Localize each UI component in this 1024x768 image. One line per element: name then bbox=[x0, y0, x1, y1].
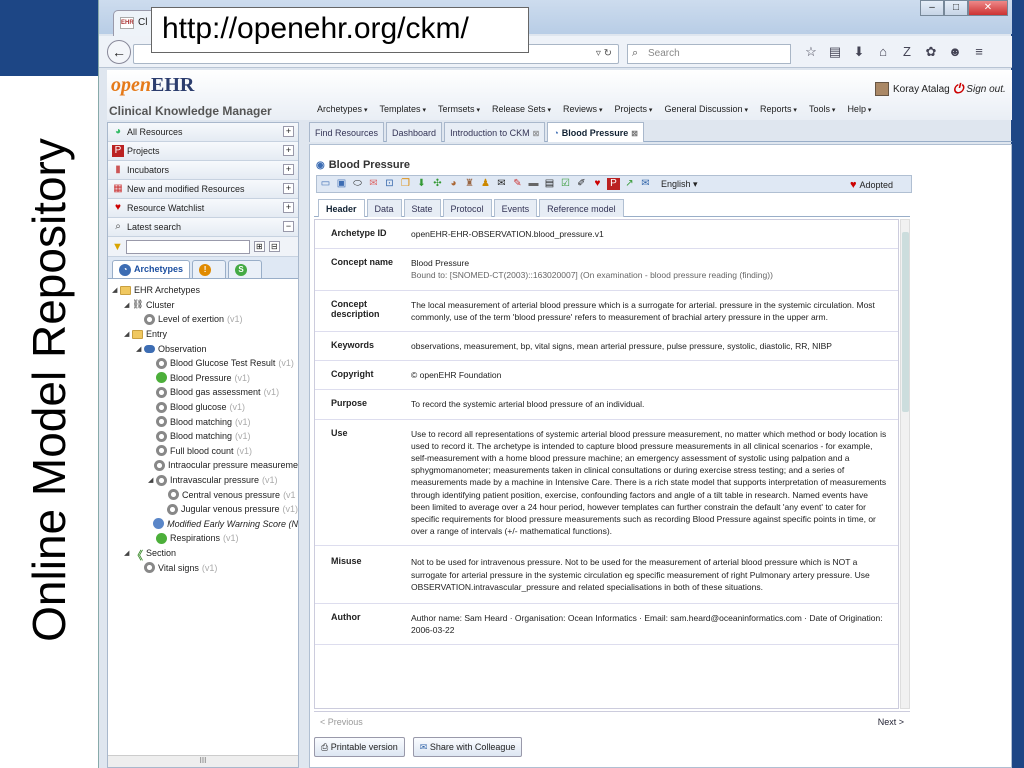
tree-node-label: Intravascular pressure bbox=[170, 475, 260, 486]
printer-icon: ⎙ bbox=[321, 742, 329, 752]
archetype-toolbar bbox=[316, 175, 912, 193]
share-label: Share with Colleague bbox=[429, 742, 516, 752]
notes-icon[interactable]: ✐ bbox=[577, 178, 586, 189]
openehr-logo bbox=[111, 74, 194, 97]
header-row bbox=[315, 546, 898, 604]
accordion-new-and-modified-resources[interactable] bbox=[108, 180, 298, 199]
header-row-value-text: The local measurement of arterial blood pressure which is a surrogate for arterial. pressure in the systemic circulation. Most commonly, use of the term 'blood pressure' refers to measurement of brachial artery pressure in the upper arm. bbox=[411, 299, 875, 322]
tree-node-label: Blood matching bbox=[170, 416, 233, 427]
tree-node-version: (v1) bbox=[229, 402, 246, 413]
draft-archetype-icon bbox=[153, 518, 164, 529]
expand-all-button[interactable]: ⊞ bbox=[254, 241, 265, 252]
observation-eye-icon bbox=[144, 345, 155, 353]
section-tab-protocol[interactable]: Protocol bbox=[443, 199, 492, 217]
projects-icon: P bbox=[112, 145, 124, 157]
tree-node[interactable] bbox=[108, 312, 298, 327]
accordion-label: New and modified Resources bbox=[127, 184, 245, 194]
header-row bbox=[315, 332, 898, 361]
folder-icon bbox=[120, 286, 131, 295]
header-row-key: Use bbox=[331, 427, 348, 438]
menu-item-reports[interactable]: Reports ▾ bbox=[760, 104, 797, 114]
tree-node[interactable] bbox=[108, 502, 298, 517]
tree-node[interactable] bbox=[108, 385, 298, 400]
close-window-button[interactable]: ✕ bbox=[968, 0, 1008, 16]
sign-out-link[interactable] bbox=[953, 81, 1006, 97]
printable-label: Printable version bbox=[330, 742, 398, 752]
download-icon[interactable]: ⬇ bbox=[417, 178, 426, 189]
logo-open-text: open bbox=[111, 74, 151, 96]
tree-node-label: Jugular venous pressure bbox=[180, 504, 280, 515]
accordion-resource-watchlist[interactable] bbox=[108, 199, 298, 218]
tree-node-label: Intraocular pressure measureme bbox=[167, 460, 298, 471]
close-tab-icon[interactable]: ⊠ bbox=[631, 129, 638, 138]
header-row-key: Copyright bbox=[331, 369, 374, 380]
browser-tab-title: Cl bbox=[138, 17, 148, 28]
left-tab-0[interactable] bbox=[112, 260, 190, 278]
calendar-icon: ▦ bbox=[113, 183, 123, 194]
tree-node-label: Entry bbox=[146, 329, 168, 340]
translate-icon[interactable]: ↗ bbox=[625, 178, 634, 189]
avatar bbox=[875, 82, 889, 96]
header-row-key: Keywords bbox=[331, 340, 375, 351]
archetype-tree bbox=[108, 279, 298, 575]
header-row-value-text: Author name: Sam Heard · Organisation: Ocean Informatics · Email: sam.heard@oceaninformatics.com · Date of Origination: 2006-03-22 bbox=[411, 613, 883, 636]
project-icon[interactable]: P bbox=[607, 178, 620, 190]
tree-node-version: (v1) bbox=[235, 416, 251, 427]
checklist-icon[interactable]: ☑ bbox=[561, 178, 570, 189]
archetype-section-tabs bbox=[314, 197, 910, 217]
archetype-icon bbox=[168, 489, 179, 500]
header-row-key: Concept name bbox=[331, 257, 394, 268]
header-row-value bbox=[411, 428, 898, 538]
header-row-key: Misuse bbox=[331, 556, 362, 567]
archetype-icon bbox=[156, 387, 167, 398]
slide-vertical-title: Online Model Repository bbox=[23, 138, 75, 642]
share-button[interactable] bbox=[413, 737, 523, 757]
window-controls bbox=[920, 0, 1008, 18]
accordion-label: Incubators bbox=[127, 165, 170, 175]
tree-node-label: Section bbox=[146, 547, 177, 558]
tree-node-label: Cluster bbox=[146, 299, 175, 310]
section-tab-header[interactable]: Header bbox=[318, 199, 365, 217]
menu-item-reviews[interactable]: Reviews ▾ bbox=[563, 104, 602, 114]
left-tab-2[interactable] bbox=[228, 260, 262, 278]
collapse-all-button[interactable]: ⊟ bbox=[269, 241, 280, 252]
menu-item-projects[interactable]: Projects ▾ bbox=[614, 104, 652, 114]
bookmark-star-icon[interactable]: ☆ bbox=[805, 44, 817, 59]
menu-item-general-discussion[interactable]: General Discussion ▾ bbox=[664, 104, 748, 114]
menu-item-templates[interactable]: Templates ▾ bbox=[380, 104, 427, 114]
app-header bbox=[107, 70, 1012, 120]
user-name: Koray Atalag bbox=[893, 83, 950, 95]
header-row-value-text: © openEHR Foundation bbox=[411, 370, 502, 381]
menu-item-release-sets[interactable]: Release Sets ▾ bbox=[492, 104, 551, 114]
menu-icon[interactable]: ≡ bbox=[975, 44, 983, 59]
archetype-icon bbox=[144, 314, 155, 325]
section-tab-events[interactable]: Events bbox=[494, 199, 538, 217]
sign-out-label: Sign out. bbox=[966, 83, 1006, 95]
tree-node-version: (v1) bbox=[235, 431, 251, 442]
scrollbar-thumb[interactable] bbox=[902, 232, 909, 412]
templates-icon: ! bbox=[199, 264, 211, 276]
tree-node[interactable] bbox=[108, 531, 298, 546]
display-icon[interactable]: ▣ bbox=[336, 178, 347, 189]
bottom-buttons bbox=[314, 737, 522, 757]
slide-right-edge bbox=[1011, 0, 1024, 768]
tree-toggle-icon[interactable]: ◢ bbox=[112, 287, 118, 295]
tree-node[interactable] bbox=[108, 400, 298, 415]
tree-node-label: Modified Early Warning Score (N bbox=[167, 518, 298, 529]
download-icon[interactable]: ⬇ bbox=[853, 44, 865, 59]
tree-node[interactable] bbox=[108, 517, 298, 532]
section-tab-data[interactable]: Data bbox=[367, 199, 402, 217]
stats-icon[interactable]: ◕ bbox=[450, 178, 457, 189]
tree-node[interactable] bbox=[108, 473, 298, 488]
export-icon[interactable]: ❐ bbox=[401, 178, 410, 189]
menu-item-archetypes[interactable]: Archetypes ▾ bbox=[317, 104, 368, 114]
accordion-toggle[interactable]: + bbox=[283, 126, 294, 137]
published-check-icon bbox=[156, 372, 167, 383]
tree-toggle-icon[interactable]: ◢ bbox=[124, 331, 130, 339]
horizontal-scrollbar[interactable]: III bbox=[108, 755, 298, 767]
accordion-toggle[interactable]: + bbox=[283, 164, 294, 175]
tree-node-version: (v1) bbox=[282, 504, 298, 515]
header-row-value-text: Blood Pressure bbox=[411, 258, 470, 269]
header-row-value bbox=[411, 299, 898, 323]
tree-node-version: (v1 bbox=[283, 489, 296, 500]
accordion-toggle[interactable]: + bbox=[283, 202, 294, 213]
language-label: English bbox=[661, 178, 691, 189]
filter-input[interactable] bbox=[126, 240, 250, 254]
archetypes-icon: ◔ bbox=[119, 264, 131, 276]
tree-node[interactable] bbox=[108, 327, 298, 342]
main-tab-dashboard[interactable] bbox=[386, 122, 442, 142]
vertical-scrollbar[interactable] bbox=[900, 219, 910, 709]
header-row-key: Purpose bbox=[331, 398, 368, 409]
archetype-icon bbox=[156, 431, 167, 442]
url-callout: http://openehr.org/ckm/ bbox=[151, 7, 529, 53]
header-row bbox=[315, 291, 898, 332]
accordion-toggle[interactable]: + bbox=[283, 145, 294, 156]
minimize-button[interactable]: – bbox=[920, 0, 944, 16]
archetype-icon bbox=[156, 402, 167, 413]
extension-icon[interactable]: ✿ bbox=[925, 44, 937, 59]
logo-ehr-text: EHR bbox=[151, 74, 195, 96]
watchlist-heart-icon[interactable]: ♥ bbox=[594, 178, 601, 189]
observation-eye-icon: ◉ bbox=[316, 159, 325, 171]
tree-node-version: (v1) bbox=[278, 358, 294, 369]
header-row-value bbox=[411, 340, 898, 352]
ehr-favicon-icon: EHR bbox=[120, 17, 134, 29]
tree-node-label: Blood Glucose Test Result bbox=[170, 358, 276, 369]
tree-node[interactable] bbox=[108, 283, 298, 298]
accordion-label: Resource Watchlist bbox=[127, 203, 205, 213]
comment-icon[interactable]: ▬ bbox=[528, 178, 539, 189]
browser-toolbar-icons bbox=[799, 44, 991, 60]
archetype-icon: ◔ bbox=[553, 128, 559, 138]
tree-node-label: Observation bbox=[158, 343, 207, 354]
accordion bbox=[108, 123, 298, 237]
archetype-icon bbox=[156, 445, 167, 456]
app-subtitle: Clinical Knowledge Manager bbox=[109, 104, 272, 118]
view-icon[interactable]: ▭ bbox=[320, 178, 331, 189]
history-icon[interactable]: ♜ bbox=[465, 178, 474, 189]
main-tab-label: Dashboard bbox=[392, 128, 437, 138]
tree-node[interactable] bbox=[108, 298, 298, 313]
email-icon[interactable]: ✉ bbox=[641, 178, 650, 189]
tree-node-label: Respirations bbox=[170, 533, 221, 544]
pager bbox=[314, 711, 910, 731]
tree-node-version: (v1) bbox=[234, 372, 251, 383]
slide-corner-decoration bbox=[0, 0, 98, 76]
menu-item-tools[interactable]: Tools ▾ bbox=[809, 104, 835, 114]
heart-icon: ♥ bbox=[850, 179, 857, 191]
header-row-value bbox=[411, 228, 898, 240]
tree-toggle-icon[interactable]: ◢ bbox=[124, 549, 130, 557]
header-row bbox=[315, 220, 898, 249]
header-row bbox=[315, 420, 898, 547]
main-area bbox=[309, 122, 1012, 768]
resource-type-tabs bbox=[108, 257, 298, 279]
tree-node[interactable] bbox=[108, 546, 298, 561]
tree-node-version: (v1) bbox=[227, 314, 243, 325]
adl-icon[interactable]: ⊡ bbox=[385, 178, 394, 189]
header-row-value bbox=[411, 556, 898, 593]
search-placeholder: Search bbox=[648, 48, 680, 59]
tree-node[interactable] bbox=[108, 356, 298, 371]
tree-node-label: Blood glucose bbox=[170, 402, 227, 413]
main-tab-label: Blood Pressure bbox=[561, 128, 629, 138]
published-check-icon bbox=[156, 533, 167, 544]
folder-icon bbox=[132, 330, 143, 339]
tree-toggle-icon[interactable]: ◢ bbox=[136, 345, 142, 353]
accordion-toggle[interactable]: − bbox=[283, 221, 294, 232]
tree-node-label: Full blood count bbox=[170, 445, 234, 456]
left-tab-1[interactable] bbox=[192, 260, 226, 278]
accordion-all-resources[interactable] bbox=[108, 123, 298, 142]
archetype-icon bbox=[154, 460, 165, 471]
main-tab-find-resources[interactable] bbox=[309, 122, 384, 142]
tree-node-label: Blood gas assessment bbox=[170, 387, 261, 398]
edit-icon[interactable]: ▤ bbox=[544, 178, 555, 189]
tree-node-label: EHR Archetypes bbox=[134, 285, 201, 296]
tree-node[interactable] bbox=[108, 487, 298, 502]
section-tab-state[interactable]: State bbox=[404, 199, 441, 217]
search-icon: ⌕ bbox=[115, 221, 121, 232]
home-icon[interactable]: ⌂ bbox=[879, 44, 887, 59]
section-tab-reference-model[interactable]: Reference model bbox=[539, 199, 624, 217]
back-button[interactable] bbox=[107, 40, 131, 64]
accordion-latest-search[interactable] bbox=[108, 218, 298, 237]
zotero-icon[interactable]: Z bbox=[903, 44, 911, 59]
header-row-value bbox=[411, 398, 898, 410]
browser-window bbox=[98, 0, 1011, 768]
accordion-label: All Resources bbox=[127, 127, 183, 137]
tree-toggle-icon[interactable]: ◢ bbox=[124, 301, 130, 309]
tree-toggle-icon[interactable]: ◢ bbox=[148, 477, 154, 485]
previous-button[interactable]: < Previous bbox=[320, 716, 363, 727]
header-row-value-text: Use to record all representations of systemic arterial blood pressure measurement, no matter which method or body location is used to record it. The archetype is intended to capture blood pressure measurements in all clinical scenarios - for example, self-measurement with a home blood pressure machine; an emergency assessment of systolic using palpation and a sphygmomanometer; measurements taken in clinical consultations or during exercise stress testing; and a series of measurements made by a machine in Intensive Care. There is a rich state model that supports interpretation of measurements through identifying patient position, exercise, confounding factors and angle of a tilt table in research. Named events have been limited to average over a 24 hour period, however templates can further constrain the default 'any event' to cater for specific requirements for blood pressure measurements such as recording Blood Pressure against specific points in time, or over a range of intervals (+/- mathematical functions). bbox=[411, 428, 887, 537]
accordion-projects[interactable] bbox=[108, 142, 298, 161]
archetype-icon bbox=[156, 416, 167, 427]
header-row-value-text: To record the systemic arterial blood pressure of an individual. bbox=[411, 399, 645, 410]
envelope-icon: ✉ bbox=[419, 742, 428, 752]
archetype-icon bbox=[156, 475, 167, 486]
maximize-button[interactable]: □ bbox=[944, 0, 968, 16]
main-tab-label: Find Resources bbox=[315, 128, 379, 138]
tree-node[interactable] bbox=[108, 341, 298, 356]
globe-icon: ◕ bbox=[114, 126, 122, 137]
main-menu bbox=[317, 104, 871, 114]
main-tab-introduction-to-ckm[interactable] bbox=[444, 122, 545, 142]
header-row-binding: Bound to: [SNOMED-CT(2003)::163020007] (On examination - blood pressure reading (finding)) bbox=[411, 270, 773, 281]
tree-icon[interactable]: ✣ bbox=[433, 178, 442, 189]
accordion-label: Projects bbox=[127, 146, 160, 156]
left-tab-label: Archetypes bbox=[134, 264, 184, 274]
header-row-value bbox=[411, 257, 898, 281]
tree-node-version: (v1) bbox=[201, 562, 218, 573]
printable-version-button[interactable] bbox=[314, 737, 405, 757]
adopted-status bbox=[850, 179, 893, 191]
tree-node[interactable] bbox=[108, 560, 298, 575]
accordion-label: Latest search bbox=[127, 222, 182, 232]
termsets-icon: S bbox=[235, 264, 247, 276]
tree-node-label: Central venous pressure bbox=[182, 489, 281, 500]
header-row-value-text: openEHR-EHR-OBSERVATION.blood_pressure.v1 bbox=[411, 229, 604, 239]
tree-node-label: Blood Pressure bbox=[170, 372, 232, 383]
mail-icon[interactable]: ✉ bbox=[497, 178, 506, 189]
heart-icon: ♥ bbox=[115, 202, 121, 213]
header-row-value-text: observations, measurement, bp, vital signs, mean arterial pressure, pulse pressure, systolic, diastolic, RR, NIBP bbox=[411, 341, 832, 352]
header-row-key: Archetype ID bbox=[331, 228, 387, 238]
tree-node-label: Level of exertion bbox=[158, 314, 225, 325]
header-row-key: Author bbox=[331, 612, 361, 623]
archetype-title-text: Blood Pressure bbox=[328, 159, 411, 171]
tree-node-version: (v1) bbox=[262, 475, 278, 486]
discussion-icon[interactable]: ✎ bbox=[513, 178, 522, 189]
tree-node-label: Blood matching bbox=[170, 431, 233, 442]
language-select[interactable]: English ▾ bbox=[661, 178, 698, 189]
left-panel bbox=[107, 122, 299, 768]
main-tab-label: Introduction to CKM bbox=[450, 128, 530, 138]
header-row bbox=[315, 249, 898, 290]
adopted-label: Adopted bbox=[859, 180, 894, 190]
tree-node[interactable] bbox=[108, 458, 298, 473]
back-arrow-icon: ← bbox=[112, 44, 126, 60]
tree-node[interactable] bbox=[108, 444, 298, 459]
menu-item-termsets[interactable]: Termsets ▾ bbox=[438, 104, 480, 114]
archetype-icon bbox=[144, 562, 155, 573]
tree-node[interactable] bbox=[108, 429, 298, 444]
header-row-value bbox=[411, 612, 898, 636]
close-tab-icon[interactable]: ⊠ bbox=[532, 129, 540, 138]
review-icon[interactable]: ♟ bbox=[481, 178, 490, 189]
archetype-icon bbox=[156, 358, 167, 369]
tree-node[interactable] bbox=[108, 371, 298, 386]
accordion-incubators[interactable] bbox=[108, 161, 298, 180]
accordion-toggle[interactable]: + bbox=[283, 183, 294, 194]
tree-node[interactable] bbox=[108, 414, 298, 429]
search-icon: ⌕ bbox=[632, 47, 639, 59]
tree-node-version: (v1) bbox=[236, 445, 253, 456]
search-input[interactable] bbox=[627, 44, 791, 64]
next-button[interactable]: Next > bbox=[877, 716, 904, 727]
header-row-value-text: Not to be used for intravenous pressure. Not to be used for the measurement of arterial blood pressure which is NOT a surrogate for arterial pressure in the systemic circulation eg specific measurement of right Pulmonary artery pressure. Use OBSERVATION.intravascular_pressure and related specialisations in both of these situations. bbox=[411, 557, 870, 592]
archetype-panel bbox=[309, 144, 1012, 768]
section-chevron-icon: 《 bbox=[132, 550, 143, 563]
header-row bbox=[315, 390, 898, 419]
user-info bbox=[875, 82, 950, 96]
header-row-value bbox=[411, 369, 898, 381]
power-icon: ⏻ bbox=[953, 81, 964, 96]
incubator-icon: ▮ bbox=[115, 164, 121, 175]
header-row-key: Concept description bbox=[331, 298, 380, 319]
tree-node-version: (v1) bbox=[223, 533, 239, 544]
bookmarks-list-icon[interactable]: ▤ bbox=[828, 44, 842, 59]
filter-row bbox=[108, 237, 298, 257]
chat-icon[interactable]: ☻ bbox=[948, 44, 962, 59]
reload-icon[interactable]: ▿ ↻ bbox=[595, 48, 612, 59]
menu-item-help[interactable]: Help ▾ bbox=[847, 104, 871, 114]
filter-icon[interactable]: ▼ bbox=[112, 240, 123, 253]
cluster-icon: ⛓ bbox=[132, 299, 144, 310]
header-row bbox=[315, 604, 898, 645]
mindmap-icon[interactable]: ⬭ bbox=[353, 178, 362, 189]
tree-node-version: (v1) bbox=[263, 387, 280, 398]
archetype-icon bbox=[167, 504, 178, 515]
tree-node-label: Vital signs bbox=[158, 562, 199, 573]
main-tab-blood-pressure[interactable] bbox=[547, 122, 644, 142]
archetype-title bbox=[316, 159, 410, 171]
header-table bbox=[314, 219, 899, 709]
xml-icon[interactable]: ✉ bbox=[369, 178, 378, 189]
main-tabs bbox=[309, 122, 1012, 142]
header-row bbox=[315, 361, 898, 390]
